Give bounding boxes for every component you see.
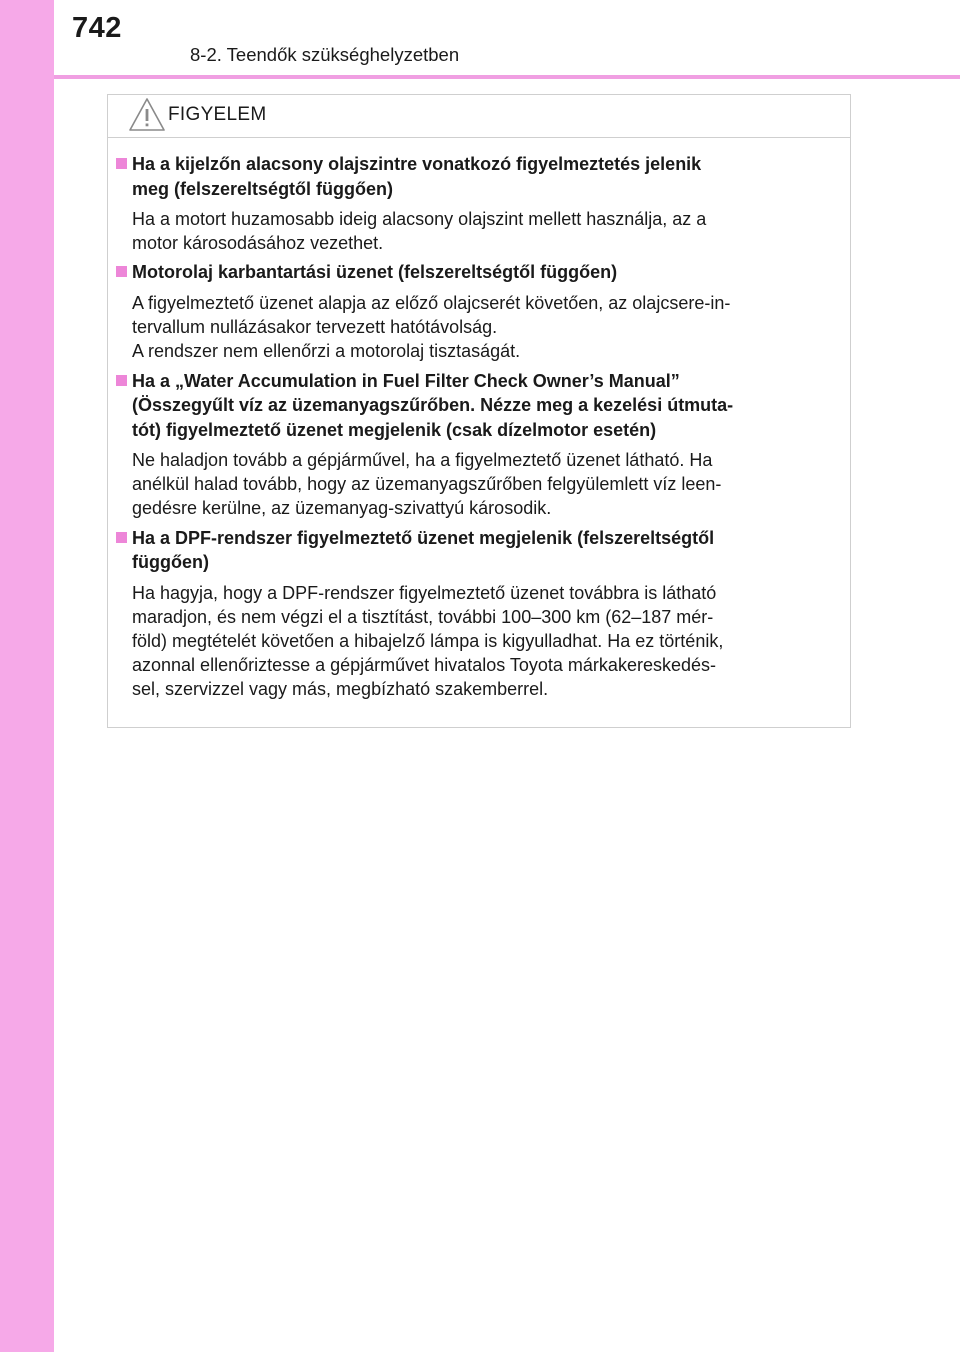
square-bullet-icon bbox=[116, 532, 127, 543]
warning-item-body: Ne haladjon tovább a gépjárművel, ha a figyelmeztető üzenet látható. Ha anélkül halad tovább, hogy az üzemanyagszűrőben felgyülemlett víz leen- gedésre kerülne, az üzemanyag-szivattyú károsodik. bbox=[132, 450, 722, 519]
chapter-side-strip bbox=[0, 0, 54, 1352]
warning-item bbox=[116, 526, 840, 702]
square-bullet-icon bbox=[116, 158, 127, 169]
page-header bbox=[54, 0, 960, 80]
warning-item-heading bbox=[116, 369, 840, 443]
warning-item-body: Ha a motort huzamosabb ideig alacsony olajszint mellett használja, az a motor károsodásához vezethet. bbox=[132, 209, 707, 254]
header-divider bbox=[54, 75, 960, 79]
warning-item bbox=[116, 369, 840, 521]
warning-item bbox=[116, 152, 840, 255]
warning-item-body: Ha hagyja, hogy a DPF-rendszer figyelmeztető üzenet továbbra is látható maradjon, és nem végzi el a tisztítást, további 100–300 km (62–187 mér- föld) megtételét követően a hibajelző lámpa is kigyulladhat. Ha ez történik, azonnal ellenőriztesse a gépjárművet hivatalos Toyota márkakereskedés- sel, szervizzel vagy más, megbízható szakemberrel. bbox=[132, 582, 724, 700]
warning-item bbox=[116, 260, 840, 363]
warning-item-heading-text: Ha a „Water Accumulation in Fuel Filter Check Owner’s Manual” (Összegyűlt víz az üzemanyagszűrőben. Nézze meg a kezelési útmuta- tót) figyelmeztető üzenet megjelenik (csak dízelmotor esetén) bbox=[132, 370, 734, 440]
warning-item-heading-text: Ha a DPF-rendszer figyelmeztető üzenet megjelenik (felszereltségtől függően) bbox=[132, 527, 715, 573]
warning-body bbox=[108, 138, 850, 702]
warning-item-heading-text: Motorolaj karbantartási üzenet (felszereltségtől függően) bbox=[132, 262, 618, 283]
warning-item-heading bbox=[116, 152, 840, 201]
warning-item-heading bbox=[116, 260, 840, 285]
warning-item-heading bbox=[116, 526, 840, 575]
square-bullet-icon bbox=[116, 375, 127, 386]
square-bullet-icon bbox=[116, 266, 127, 277]
warning-item-body: A figyelmeztető üzenet alapja az előző olajcserét követően, az olajcsere-in- tervallum nullázásakor tervezett hatótávolság. A rendszer nem ellenőrzi a motorolaj tisztaságát. bbox=[132, 292, 731, 362]
warning-triangle-icon bbox=[128, 97, 166, 133]
warning-header bbox=[108, 95, 850, 138]
warning-box bbox=[107, 94, 851, 728]
warning-item-heading-text: Ha a kijelzőn alacsony olajszintre vonatkozó figyelmeztetés jelenik meg (felszereltségtől függően) bbox=[132, 154, 702, 199]
warning-title: FIGYELEM bbox=[168, 104, 267, 125]
page-number: 742 bbox=[72, 12, 122, 44]
chapter-title: 8-2. Teendők szükséghelyzetben bbox=[190, 44, 460, 65]
